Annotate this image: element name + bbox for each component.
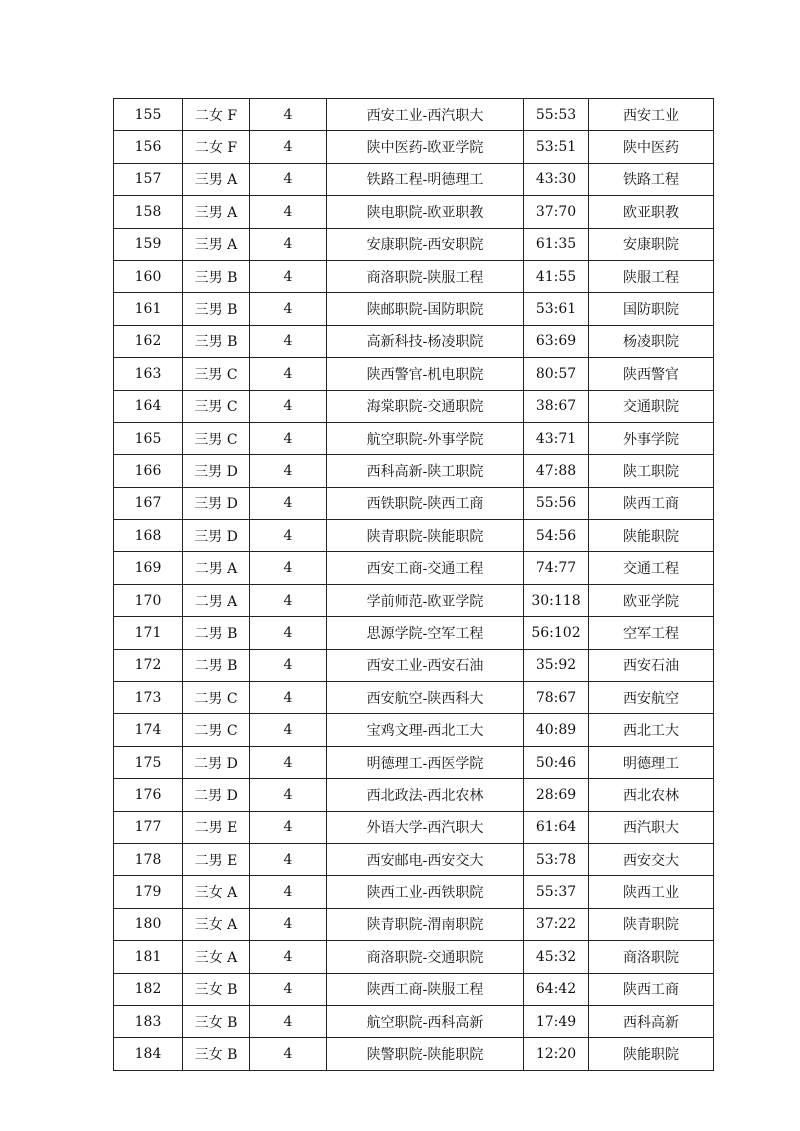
table-row xyxy=(114,1038,714,1070)
match-number-cell: 181 xyxy=(114,941,183,973)
table-row xyxy=(114,196,714,228)
table-row xyxy=(114,746,714,778)
group-cell: 三男 A xyxy=(183,196,250,228)
table-row xyxy=(114,682,714,714)
match-teams-cell: 铁路工程-明德理工 xyxy=(327,163,524,195)
score-cell: 17:49 xyxy=(524,1005,589,1037)
group-cell: 三男 D xyxy=(183,487,250,519)
group-cell: 三女 B xyxy=(183,1005,250,1037)
round-cell: 4 xyxy=(250,293,327,325)
winner-cell: 西北工大 xyxy=(589,714,714,746)
winner-cell: 陕西工商 xyxy=(589,487,714,519)
table-row xyxy=(114,390,714,422)
round-cell: 4 xyxy=(250,584,327,616)
group-cell: 二男 A xyxy=(183,584,250,616)
match-teams-cell: 陕西工商-陕服工程 xyxy=(327,973,524,1005)
round-cell: 4 xyxy=(250,455,327,487)
match-teams-cell: 航空职院-外事学院 xyxy=(327,422,524,454)
winner-cell: 陕能职院 xyxy=(589,520,714,552)
table-row xyxy=(114,941,714,973)
table-row xyxy=(114,422,714,454)
group-cell: 三男 C xyxy=(183,358,250,390)
score-cell: 53:78 xyxy=(524,843,589,875)
winner-cell: 空军工程 xyxy=(589,617,714,649)
table-row xyxy=(114,228,714,260)
group-cell: 三男 B xyxy=(183,325,250,357)
group-cell: 三男 A xyxy=(183,163,250,195)
match-number-cell: 157 xyxy=(114,163,183,195)
group-cell: 三男 C xyxy=(183,422,250,454)
round-cell: 4 xyxy=(250,390,327,422)
score-cell: 45:32 xyxy=(524,941,589,973)
score-cell: 37:70 xyxy=(524,196,589,228)
group-cell: 二男 E xyxy=(183,811,250,843)
table-row xyxy=(114,455,714,487)
score-cell: 74:77 xyxy=(524,552,589,584)
match-number-cell: 164 xyxy=(114,390,183,422)
score-cell: 55:56 xyxy=(524,487,589,519)
winner-cell: 交通职院 xyxy=(589,390,714,422)
match-teams-cell: 西安邮电-西安交大 xyxy=(327,843,524,875)
round-cell: 4 xyxy=(250,422,327,454)
round-cell: 4 xyxy=(250,131,327,163)
round-cell: 4 xyxy=(250,843,327,875)
group-cell: 三男 D xyxy=(183,520,250,552)
match-teams-cell: 思源学院-空军工程 xyxy=(327,617,524,649)
winner-cell: 陕能职院 xyxy=(589,1038,714,1070)
round-cell: 4 xyxy=(250,228,327,260)
table-row xyxy=(114,520,714,552)
match-number-cell: 171 xyxy=(114,617,183,649)
score-cell: 55:37 xyxy=(524,876,589,908)
group-cell: 二男 B xyxy=(183,649,250,681)
winner-cell: 西安交大 xyxy=(589,843,714,875)
group-cell: 三女 A xyxy=(183,908,250,940)
score-cell: 63:69 xyxy=(524,325,589,357)
table-row xyxy=(114,293,714,325)
score-cell: 37:22 xyxy=(524,908,589,940)
round-cell: 4 xyxy=(250,682,327,714)
winner-cell: 国防职院 xyxy=(589,293,714,325)
group-cell: 三男 B xyxy=(183,260,250,292)
score-cell: 55:53 xyxy=(524,99,589,131)
match-teams-cell: 高新科技-杨凌职院 xyxy=(327,325,524,357)
table-row xyxy=(114,1005,714,1037)
score-cell: 35:92 xyxy=(524,649,589,681)
match-teams-cell: 陕西工业-西铁职院 xyxy=(327,876,524,908)
winner-cell: 杨凌职院 xyxy=(589,325,714,357)
match-teams-cell: 陕中医药-欧亚学院 xyxy=(327,131,524,163)
table-row xyxy=(114,163,714,195)
score-cell: 80:57 xyxy=(524,358,589,390)
round-cell: 4 xyxy=(250,520,327,552)
winner-cell: 西汽职大 xyxy=(589,811,714,843)
group-cell: 二男 D xyxy=(183,746,250,778)
table-row xyxy=(114,617,714,649)
round-cell: 4 xyxy=(250,746,327,778)
results-table xyxy=(113,98,714,1071)
match-number-cell: 156 xyxy=(114,131,183,163)
score-cell: 30:118 xyxy=(524,584,589,616)
table-row xyxy=(114,973,714,1005)
winner-cell: 西安石油 xyxy=(589,649,714,681)
winner-cell: 陕服工程 xyxy=(589,260,714,292)
match-number-cell: 162 xyxy=(114,325,183,357)
score-cell: 56:102 xyxy=(524,617,589,649)
winner-cell: 外事学院 xyxy=(589,422,714,454)
match-teams-cell: 西铁职院-陕西工商 xyxy=(327,487,524,519)
group-cell: 三男 D xyxy=(183,455,250,487)
match-number-cell: 168 xyxy=(114,520,183,552)
match-teams-cell: 西安航空-陕西科大 xyxy=(327,682,524,714)
match-number-cell: 161 xyxy=(114,293,183,325)
group-cell: 二男 B xyxy=(183,617,250,649)
round-cell: 4 xyxy=(250,941,327,973)
winner-cell: 欧亚学院 xyxy=(589,584,714,616)
match-number-cell: 179 xyxy=(114,876,183,908)
score-cell: 78:67 xyxy=(524,682,589,714)
group-cell: 三男 A xyxy=(183,228,250,260)
group-cell: 三女 A xyxy=(183,941,250,973)
group-cell: 三男 C xyxy=(183,390,250,422)
match-teams-cell: 陕警职院-陕能职院 xyxy=(327,1038,524,1070)
match-number-cell: 172 xyxy=(114,649,183,681)
match-number-cell: 170 xyxy=(114,584,183,616)
table-row xyxy=(114,358,714,390)
match-number-cell: 169 xyxy=(114,552,183,584)
round-cell: 4 xyxy=(250,99,327,131)
table-row xyxy=(114,325,714,357)
table-row xyxy=(114,876,714,908)
match-number-cell: 158 xyxy=(114,196,183,228)
match-teams-cell: 西安工业-西安石油 xyxy=(327,649,524,681)
score-cell: 54:56 xyxy=(524,520,589,552)
winner-cell: 商洛职院 xyxy=(589,941,714,973)
round-cell: 4 xyxy=(250,196,327,228)
match-teams-cell: 安康职院-西安职院 xyxy=(327,228,524,260)
score-cell: 38:67 xyxy=(524,390,589,422)
match-number-cell: 183 xyxy=(114,1005,183,1037)
match-number-cell: 182 xyxy=(114,973,183,1005)
match-teams-cell: 明德理工-西医学院 xyxy=(327,746,524,778)
table-row xyxy=(114,649,714,681)
match-teams-cell: 外语大学-西汽职大 xyxy=(327,811,524,843)
round-cell: 4 xyxy=(250,163,327,195)
winner-cell: 明德理工 xyxy=(589,746,714,778)
match-number-cell: 184 xyxy=(114,1038,183,1070)
match-number-cell: 167 xyxy=(114,487,183,519)
results-table-body xyxy=(114,99,714,1071)
table-row xyxy=(114,811,714,843)
table-row xyxy=(114,99,714,131)
score-cell: 53:51 xyxy=(524,131,589,163)
match-teams-cell: 陕青职院-陕能职院 xyxy=(327,520,524,552)
match-teams-cell: 商洛职院-陕服工程 xyxy=(327,260,524,292)
group-cell: 三男 B xyxy=(183,293,250,325)
table-row xyxy=(114,131,714,163)
match-number-cell: 163 xyxy=(114,358,183,390)
table-row xyxy=(114,552,714,584)
match-teams-cell: 宝鸡文理-西北工大 xyxy=(327,714,524,746)
group-cell: 三女 B xyxy=(183,973,250,1005)
round-cell: 4 xyxy=(250,779,327,811)
match-number-cell: 174 xyxy=(114,714,183,746)
match-teams-cell: 陕西警官-机电职院 xyxy=(327,358,524,390)
round-cell: 4 xyxy=(250,649,327,681)
match-number-cell: 165 xyxy=(114,422,183,454)
score-cell: 61:35 xyxy=(524,228,589,260)
winner-cell: 西科高新 xyxy=(589,1005,714,1037)
score-cell: 47:88 xyxy=(524,455,589,487)
round-cell: 4 xyxy=(250,973,327,1005)
winner-cell: 西北农林 xyxy=(589,779,714,811)
match-number-cell: 173 xyxy=(114,682,183,714)
match-teams-cell: 陕电职院-欧亚职教 xyxy=(327,196,524,228)
round-cell: 4 xyxy=(250,487,327,519)
winner-cell: 陕西警官 xyxy=(589,358,714,390)
table-row xyxy=(114,714,714,746)
match-number-cell: 177 xyxy=(114,811,183,843)
score-cell: 64:42 xyxy=(524,973,589,1005)
winner-cell: 交通工程 xyxy=(589,552,714,584)
match-teams-cell: 西北政法-西北农林 xyxy=(327,779,524,811)
group-cell: 二男 C xyxy=(183,714,250,746)
score-cell: 61:64 xyxy=(524,811,589,843)
score-cell: 28:69 xyxy=(524,779,589,811)
group-cell: 二女 F xyxy=(183,99,250,131)
match-teams-cell: 西安工商-交通工程 xyxy=(327,552,524,584)
group-cell: 二男 D xyxy=(183,779,250,811)
match-teams-cell: 西安工业-西汽职大 xyxy=(327,99,524,131)
score-cell: 43:30 xyxy=(524,163,589,195)
match-number-cell: 176 xyxy=(114,779,183,811)
round-cell: 4 xyxy=(250,714,327,746)
winner-cell: 西安工业 xyxy=(589,99,714,131)
round-cell: 4 xyxy=(250,908,327,940)
round-cell: 4 xyxy=(250,811,327,843)
group-cell: 二男 A xyxy=(183,552,250,584)
table-row xyxy=(114,843,714,875)
match-number-cell: 155 xyxy=(114,99,183,131)
match-teams-cell: 陕邮职院-国防职院 xyxy=(327,293,524,325)
winner-cell: 陕工职院 xyxy=(589,455,714,487)
group-cell: 三女 A xyxy=(183,876,250,908)
winner-cell: 陕西工商 xyxy=(589,973,714,1005)
match-number-cell: 159 xyxy=(114,228,183,260)
winner-cell: 欧亚职教 xyxy=(589,196,714,228)
table-row xyxy=(114,584,714,616)
group-cell: 三女 B xyxy=(183,1038,250,1070)
group-cell: 二男 E xyxy=(183,843,250,875)
match-number-cell: 178 xyxy=(114,843,183,875)
match-teams-cell: 学前师范-欧亚学院 xyxy=(327,584,524,616)
group-cell: 二女 F xyxy=(183,131,250,163)
match-teams-cell: 航空职院-西科高新 xyxy=(327,1005,524,1037)
score-cell: 41:55 xyxy=(524,260,589,292)
score-cell: 12:20 xyxy=(524,1038,589,1070)
match-teams-cell: 海棠职院-交通职院 xyxy=(327,390,524,422)
table-row xyxy=(114,260,714,292)
round-cell: 4 xyxy=(250,552,327,584)
round-cell: 4 xyxy=(250,358,327,390)
winner-cell: 西安航空 xyxy=(589,682,714,714)
score-cell: 50:46 xyxy=(524,746,589,778)
table-row xyxy=(114,487,714,519)
winner-cell: 陕西工业 xyxy=(589,876,714,908)
match-teams-cell: 商洛职院-交通职院 xyxy=(327,941,524,973)
score-cell: 53:61 xyxy=(524,293,589,325)
match-teams-cell: 西科高新-陕工职院 xyxy=(327,455,524,487)
match-teams-cell: 陕青职院-渭南职院 xyxy=(327,908,524,940)
round-cell: 4 xyxy=(250,1005,327,1037)
round-cell: 4 xyxy=(250,1038,327,1070)
match-number-cell: 180 xyxy=(114,908,183,940)
match-number-cell: 175 xyxy=(114,746,183,778)
winner-cell: 安康职院 xyxy=(589,228,714,260)
table-row xyxy=(114,779,714,811)
winner-cell: 陕中医药 xyxy=(589,131,714,163)
group-cell: 二男 C xyxy=(183,682,250,714)
winner-cell: 陕青职院 xyxy=(589,908,714,940)
round-cell: 4 xyxy=(250,617,327,649)
match-number-cell: 160 xyxy=(114,260,183,292)
round-cell: 4 xyxy=(250,876,327,908)
table-row xyxy=(114,908,714,940)
round-cell: 4 xyxy=(250,260,327,292)
score-cell: 40:89 xyxy=(524,714,589,746)
round-cell: 4 xyxy=(250,325,327,357)
winner-cell: 铁路工程 xyxy=(589,163,714,195)
score-cell: 43:71 xyxy=(524,422,589,454)
match-number-cell: 166 xyxy=(114,455,183,487)
